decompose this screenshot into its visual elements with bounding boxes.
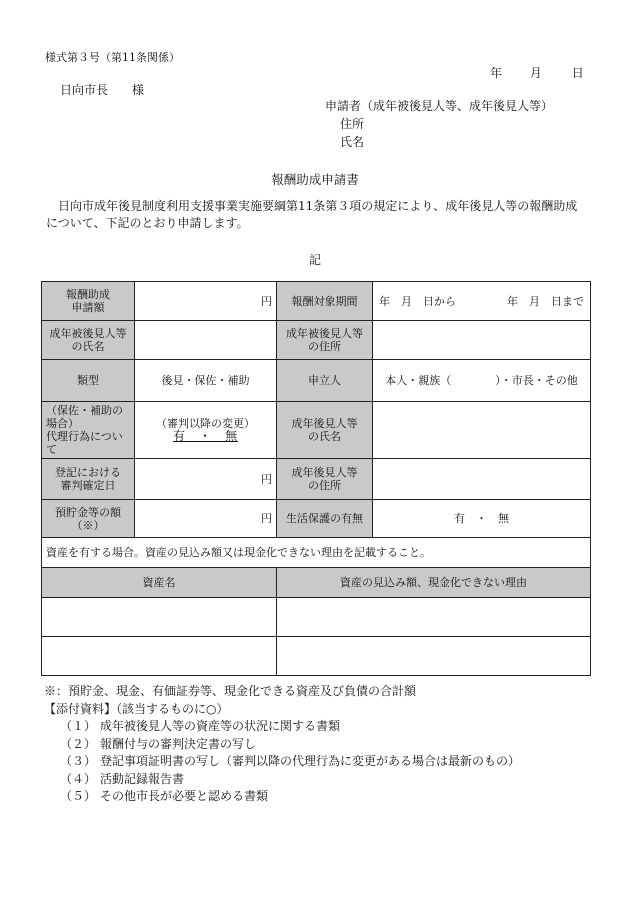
petitioner-options[interactable]: 本人・親族（ ）・市長・その他 <box>373 360 591 402</box>
asset-value-field-2[interactable] <box>277 637 591 676</box>
date-year: 年 <box>490 66 503 80</box>
label-amount: 報酬助成 申請額 <box>42 282 135 321</box>
application-table <box>41 281 591 676</box>
row-amount <box>42 282 591 321</box>
applicant-label: 申請者（成年被後見人等、成年後見人等） <box>325 99 554 113</box>
footer-notes <box>44 683 520 806</box>
row-ward <box>42 321 591 360</box>
label-registry: 登記における 審判確定日 <box>42 459 135 500</box>
document-title: 報酬助成申請書 <box>271 172 359 187</box>
attachment-item: （５） その他市長が必要と認める書類 <box>60 789 269 803</box>
date-day: 日 <box>571 66 584 80</box>
type-options[interactable]: 後見・保佐・補助 <box>135 360 277 402</box>
proxy-choice[interactable]: 有 ・ 無 <box>172 429 238 443</box>
asset-name-field-2[interactable] <box>42 637 277 676</box>
assets-header-name: 資産名 <box>42 568 277 598</box>
asterisk-note: ※：預貯金、現金、有価証券等、現金化できる資産及び負債の合計額 <box>44 684 417 698</box>
label-proxy: （保佐・補助の場合） 代理行為について <box>42 402 135 459</box>
period-from: 年 月 日から <box>379 294 456 308</box>
label-welfare: 生活保護の有無 <box>277 500 373 538</box>
attachment-item: （４） 活動記録報告書 <box>60 771 185 786</box>
asset-name-field-1[interactable] <box>42 598 277 637</box>
name-label: 氏名 <box>340 135 365 149</box>
intro-paragraph: 日向市成年後見制度利用支援事業実施要綱第11条第３項の規定により、成年後見人等の報酬助成について、下記のとおり申請します。 <box>46 199 578 230</box>
attachment-item: （１） 成年被後見人等の資産等の状況に関する書類 <box>60 719 341 733</box>
label-ward-address: 成年被後見人等 の住所 <box>277 321 373 360</box>
guardian-address-field[interactable] <box>373 459 591 500</box>
attachments-title: 【添付資料】（該当するものに○） <box>44 701 229 716</box>
row-proxy <box>42 402 591 459</box>
assets-header-value: 資産の見込み額、現金化できない理由 <box>277 568 591 598</box>
form-number: 様式第３号（第11条関係） <box>45 51 180 64</box>
row-assets-header <box>42 568 591 598</box>
label-period: 報酬対象期間 <box>277 282 373 321</box>
row-savings <box>42 500 591 538</box>
row-assets-note <box>42 538 591 568</box>
proxy-note: （審判以降の変更） <box>156 417 255 430</box>
date-line <box>490 64 584 81</box>
date-month: 月 <box>529 66 542 80</box>
label-guardian-name: 成年後見人等 の氏名 <box>277 402 373 459</box>
attachment-item: （３） 登記事項証明書の写し（審判以降の代理行為に変更がある場合は最新のもの） <box>60 754 521 768</box>
row-type <box>42 360 591 402</box>
ward-name-field[interactable] <box>135 321 277 360</box>
period-to: 年 月 日まで <box>507 294 584 308</box>
guardian-name-field[interactable] <box>373 402 591 459</box>
savings-field[interactable]: 円 <box>135 500 277 538</box>
welfare-options[interactable]: 有 ・ 無 <box>373 500 591 538</box>
asset-value-field-1[interactable] <box>277 598 591 637</box>
label-petitioner: 申立人 <box>277 360 373 402</box>
label-ward-name: 成年被後見人等 の氏名 <box>42 321 135 360</box>
address-label: 住所 <box>340 117 365 131</box>
amount-field[interactable]: 円 <box>135 282 277 321</box>
label-guardian-address: 成年後見人等 の住所 <box>277 459 373 500</box>
attachment-item: （２） 報酬付与の審判決定書の写し <box>60 736 257 751</box>
period-field[interactable] <box>373 282 591 321</box>
addressee: 日向市長 様 <box>60 83 145 97</box>
ward-address-field[interactable] <box>373 321 591 360</box>
row-registry <box>42 459 591 500</box>
registry-field[interactable]: 円 <box>135 459 277 500</box>
proxy-field[interactable] <box>135 402 277 459</box>
asset-row-2 <box>42 637 591 676</box>
assets-note: 資産を有する場合。資産の見込み額又は現金化できない理由を記載すること。 <box>42 538 591 568</box>
asset-row-1 <box>42 598 591 637</box>
label-savings: 預貯金等の額 （※） <box>42 500 135 538</box>
ki-heading: 記 <box>308 253 321 267</box>
label-type: 類型 <box>42 360 135 402</box>
